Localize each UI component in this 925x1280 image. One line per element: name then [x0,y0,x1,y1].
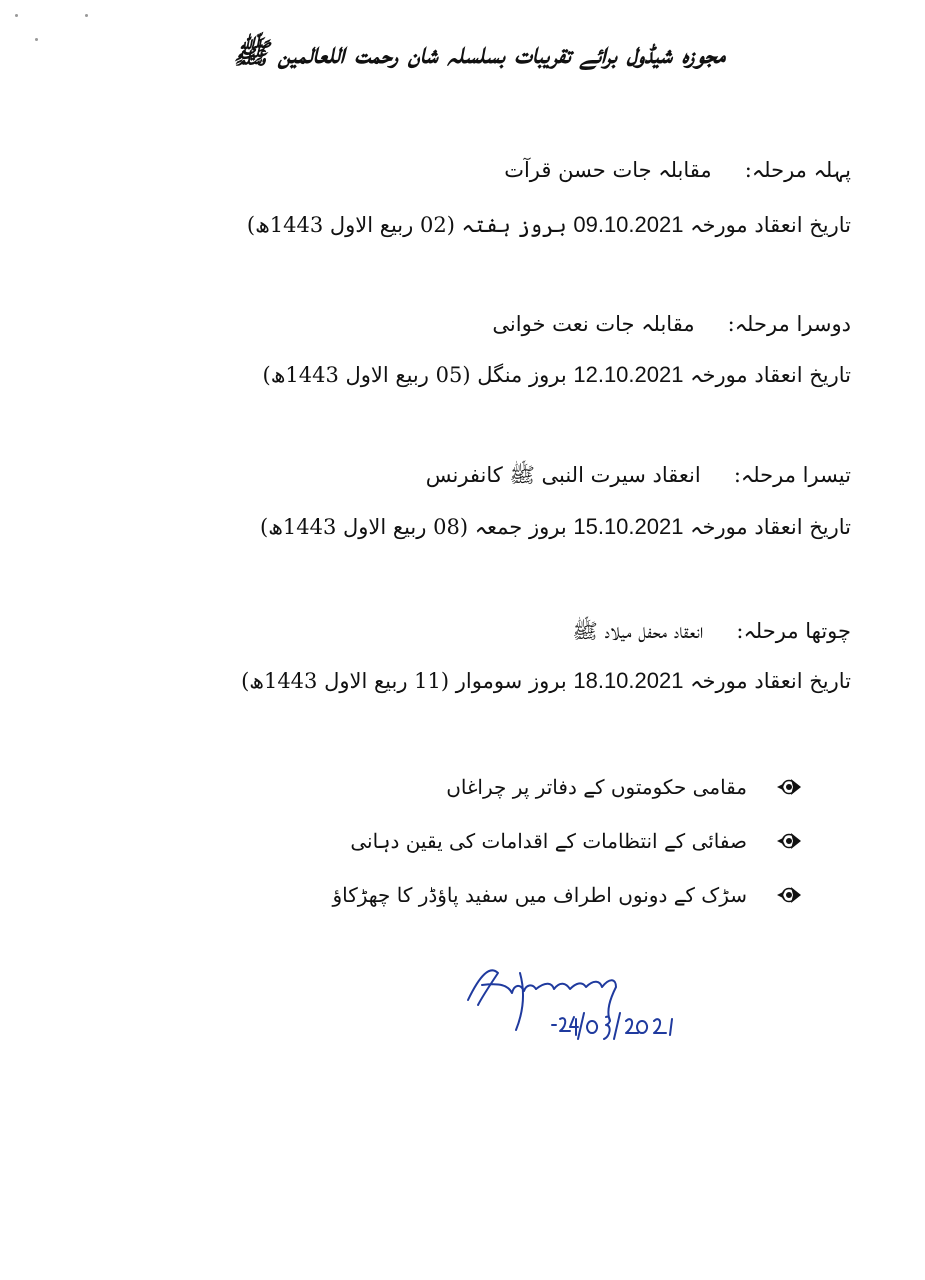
bullet-item [332,814,805,868]
handwritten-signature [460,955,700,1050]
stage-1-date: 09.10.2021 [573,212,684,237]
bullet-text: مقامی حکومتوں کے دفاتر پر چراغاں [446,775,747,799]
stage-2-date-suffix: بروز منگل (05 ربیع الاول 1443ھ) [262,363,567,387]
stage-2-date-prefix: تاریخ انعقاد مورخہ [690,363,851,387]
stage-4-date-suffix: بروز سوموار (11 ربیع الاول 1443ھ) [241,669,567,693]
stage-3-title: انعقاد سیرت النبی ﷺ کانفرنس [425,463,701,487]
bullet-list [332,760,805,922]
document-title: مجوزہ شیڈول برائے تقریبات بسلسلہ شان رحمت اللعالمین ﷺ [233,36,725,70]
stage-4-date: 18.10.2021 [573,668,684,693]
stage-1-date-suffix: بروز ہفتہ (02 ربیع الاول 1443ھ) [246,213,567,237]
stage-4-title: انعقاد محفل میلاد ﷺ [572,619,704,643]
stage-3-date-prefix: تاریخ انعقاد مورخہ [690,515,851,539]
stage-3-label: تیسرا مرحلہ: [733,463,851,487]
ornament-bullet-icon [773,879,805,911]
bullet-item [332,868,805,922]
speck [85,14,88,17]
stage-3-heading [426,462,851,493]
stage-4-date-prefix: تاریخ انعقاد مورخہ [690,669,851,693]
stage-2-label: دوسرا مرحلہ: [727,312,851,336]
stage-3-date-line [260,514,851,540]
bullet-text: صفائی کے انتظامات کے اقدامات کی یقین دہانی [350,829,747,853]
stage-2-heading [492,312,851,336]
stage-1-date-prefix: تاریخ انعقاد مورخہ [690,213,851,237]
stage-1-title: مقابلہ جات حسن قرآت [504,158,712,182]
stage-1-heading [504,158,851,182]
stage-3-date: 15.10.2021 [573,514,684,539]
stage-4-heading [572,618,851,649]
speck [15,14,18,17]
stage-2-title: مقابلہ جات نعت خوانی [492,312,695,336]
bullet-text: سڑک کے دونوں اطراف میں سفید پاؤڈر کا چھڑکاؤ [332,883,747,907]
stage-1-date-line [247,212,851,238]
bullet-item [332,760,805,814]
stage-4-label: چوتھا مرحلہ: [736,619,851,643]
speck [35,38,38,41]
ornament-bullet-icon [773,825,805,857]
stage-4-date-line [241,668,851,694]
stage-1-label: پہلہ مرحلہ: [744,158,851,182]
stage-2-date: 12.10.2021 [573,362,684,387]
stage-3-date-suffix: بروز جمعہ (08 ربیع الاول 1443ھ) [260,515,567,539]
stage-2-date-line [263,362,851,388]
ornament-bullet-icon [773,771,805,803]
